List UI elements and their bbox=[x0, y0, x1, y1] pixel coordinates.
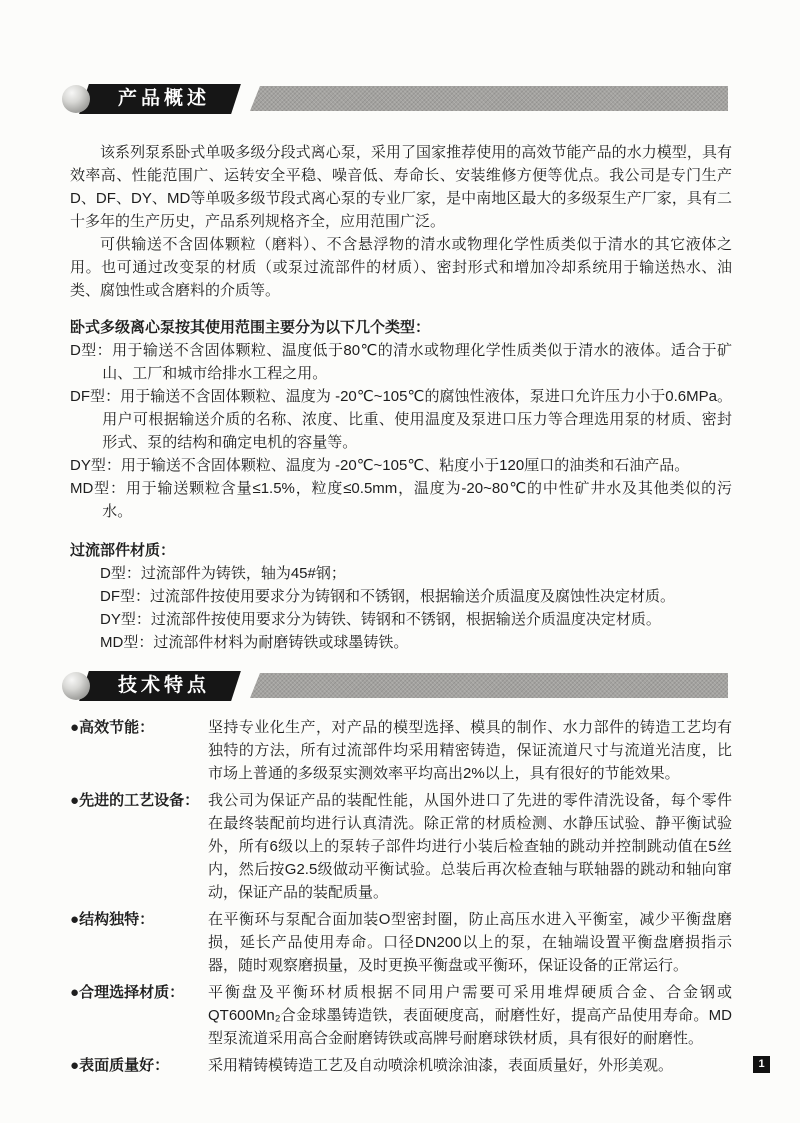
material-item bbox=[70, 562, 732, 585]
sphere-icon bbox=[62, 672, 90, 700]
bullet-icon: ● bbox=[70, 984, 80, 1001]
pump-type-item bbox=[70, 385, 732, 454]
pump-type-item bbox=[70, 454, 732, 477]
overview-paragraph-1: 该系列泵系卧式单吸多级分段式离心泵，采用了国家推荐使用的高效节能产品的水力模型，具有效率高、性能范围广、运转安全平稳、噪音低、寿命长、安装维修方便等优点。我公司是专门生产D、DF、DY、MD等单吸多级节段式离心泵的专业厂家，是中南地区最大的多级泵生产厂家，具有二十多年的生产历史，产品系列规格齐全，应用范围广泛。 bbox=[70, 144, 732, 230]
pump-type-item bbox=[70, 339, 732, 385]
material-text: 过流部件为铸铁，轴为45#钢； bbox=[140, 565, 346, 582]
material-label: DF型： bbox=[100, 588, 150, 605]
pump-type-label: DY型： bbox=[70, 457, 121, 474]
feature-label: ●先进的工艺设备： bbox=[70, 792, 200, 809]
pump-type-text: 用于输送不含固体颗粒、温度为 -20℃~105℃的腐蚀性液体，泵进口允许压力小于0.6MPa。用户可根据输送介质的名称、浓度、比重、使用温度及泵进口压力等合理选用泵的材质、密封形式、泵的结构和确定电机的容量等。 bbox=[102, 388, 732, 451]
material-text: 过流部件按使用要求分为铸铁、铸钢和不锈钢，根据输送介质温度决定材质。 bbox=[150, 611, 661, 628]
material-label: D型： bbox=[100, 565, 141, 582]
pump-type-label: MD型： bbox=[70, 480, 126, 497]
material-text: 过流部件材料为耐磨铸铁或球墨铸铁。 bbox=[153, 634, 409, 651]
section-title-features: 技术特点 bbox=[117, 675, 210, 696]
feature-item bbox=[70, 716, 732, 785]
feature-label: ●结构独特： bbox=[70, 911, 155, 928]
bullet-icon: ● bbox=[70, 719, 80, 736]
feature-text: 坚持专业化生产，对产品的模型选择、模具的制作、水力部件的铸造工艺均有独特的方法，所有过流部件均采用精密铸造，保证流道尺寸与流道光洁度，比市场上普通的多级泵实测效率平均高出2%以上，具有很好的节能效果。 bbox=[208, 719, 732, 782]
banner-gray-stripe bbox=[250, 86, 728, 111]
section-title-overview: 产品概述 bbox=[117, 88, 210, 109]
materials-heading: 过流部件材质： bbox=[70, 542, 176, 559]
overview-intro bbox=[70, 141, 732, 302]
feature-text: 在平衡环与泵配合面加装O型密封圈，防止高压水进入平衡室，减少平衡盘磨损，延长产品使用寿命。口径DN200以上的泵，在轴端设置平衡盘磨损指示器，随时观察磨损量，及时更换平衡盘或平衡环，保证设备的正常运行。 bbox=[208, 911, 732, 974]
bullet-icon: ● bbox=[70, 792, 80, 809]
page-number-badge: 1 bbox=[753, 1056, 770, 1073]
section-banner-features bbox=[70, 671, 732, 701]
material-item bbox=[70, 585, 732, 608]
feature-item bbox=[70, 908, 732, 977]
pump-type-label: DF型： bbox=[70, 388, 121, 405]
bullet-icon: ● bbox=[70, 911, 80, 928]
banner-black-band bbox=[79, 84, 241, 114]
feature-label: ●表面质量好： bbox=[70, 1057, 170, 1074]
pump-type-text: 用于输送不含固体颗粒、温度低于80℃的清水或物理化学性质类似于清水的液体。适合于矿山、工厂和城市给排水工程之用。 bbox=[102, 342, 732, 382]
pump-type-text: 用于输送颗粒含量≤1.5%，粒度≤0.5mm，温度为-20~80℃的中性矿井水及其他类似的污水。 bbox=[102, 480, 732, 520]
bullet-icon: ● bbox=[70, 1057, 80, 1074]
feature-label: ●合理选择材质： bbox=[70, 984, 185, 1001]
features-list bbox=[70, 716, 732, 1077]
materials-block bbox=[70, 539, 732, 654]
page-content bbox=[0, 84, 800, 1077]
feature-label: ●高效节能： bbox=[70, 719, 155, 736]
overview-paragraph-2: 可供输送不含固体颗粒（磨料）、不含悬浮物的清水或物理化学性质类似于清水的其它液体之用。也可通过改变泵的材质（或泵过流部件的材质）、密封形式和增加冷却系统用于输送热水、油类、腐蚀性或含磨料的介质等。 bbox=[70, 236, 732, 299]
material-label: MD型： bbox=[100, 634, 154, 651]
feature-item bbox=[70, 789, 732, 904]
material-text: 过流部件按使用要求分为铸钢和不锈钢，根据输送介质温度及腐蚀性决定材质。 bbox=[150, 588, 676, 605]
pump-type-item bbox=[70, 477, 732, 523]
pump-types-heading: 卧式多级离心泵按其使用范围主要分为以下几个类型： bbox=[70, 319, 431, 336]
feature-item bbox=[70, 981, 732, 1050]
feature-text: 我公司为保证产品的装配性能，从国外进口了先进的零件清洗设备，每个零件在最终装配前均进行认真清洗。除正常的材质检测、水静压试验、静平衡试验外，所有6级以上的泵转子部件均进行小装后检查轴的跳动并控制跳动值在5丝内，然后按G2.5级做动平衡试验。总装后再次检查轴与联轴器的跳动和轴向窜动，保证产品的装配质量。 bbox=[208, 792, 732, 901]
feature-text: 采用精铸模铸造工艺及自动喷涂机喷涂油漆，表面质量好，外形美观。 bbox=[208, 1057, 674, 1074]
section-banner-overview bbox=[70, 84, 732, 114]
banner-black-band bbox=[79, 671, 241, 701]
pump-type-label: D型： bbox=[70, 342, 113, 359]
sphere-icon bbox=[62, 85, 90, 113]
material-label: DY型： bbox=[100, 611, 151, 628]
feature-item bbox=[70, 1054, 732, 1077]
material-item bbox=[70, 608, 732, 631]
feature-text: 平衡盘及平衡环材质根据不同用户需要可采用堆焊硬质合金、合金钢或QT600Mn₂合金球墨铸造铁，表面硬度高，耐磨性好，提高产品使用寿命。MD型泵流道采用高合金耐磨铸铁或高牌号耐磨球铁材质，具有很好的耐磨性。 bbox=[208, 984, 732, 1047]
pump-type-text: 用于输送不含固体颗粒、温度为 -20℃~105℃、粘度小于120厘口的油类和石油产品。 bbox=[120, 457, 690, 474]
material-item bbox=[70, 631, 732, 654]
banner-gray-stripe bbox=[250, 673, 728, 698]
pump-types-block bbox=[70, 316, 732, 523]
